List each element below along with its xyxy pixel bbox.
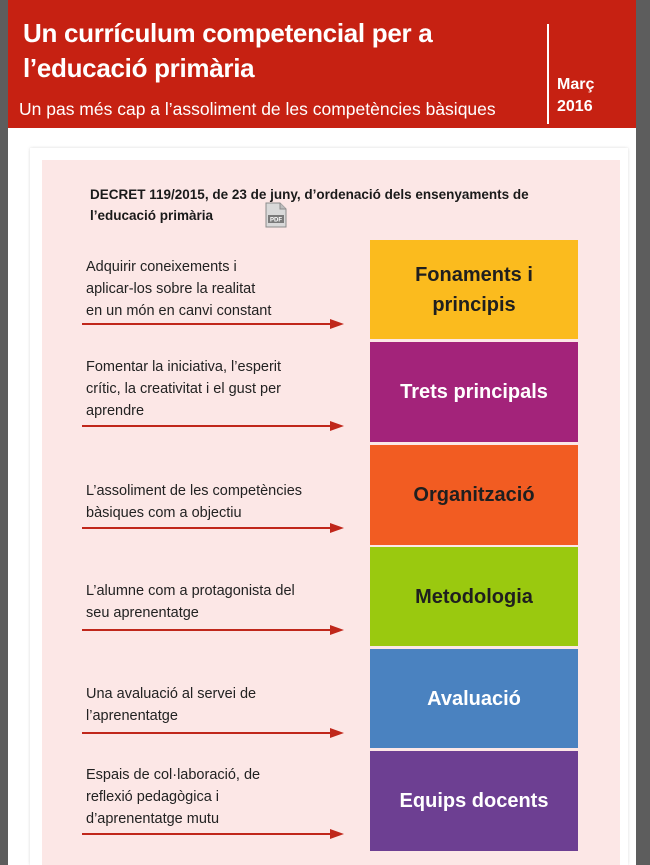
row-description [86, 356, 356, 422]
row-description [86, 580, 356, 624]
category-label-line: principis [432, 293, 516, 316]
category-box [370, 751, 578, 851]
category-label [400, 786, 549, 816]
arrow-right-icon [82, 727, 344, 739]
row-description-line: L’assoliment de les competències [86, 483, 303, 499]
category-label-line: Organització [413, 484, 535, 506]
decree-reference [90, 184, 590, 226]
row-description-line: Espais de col·laboració, de [86, 767, 261, 783]
row-description-line: seu aprenentatge [86, 605, 199, 621]
arrow-right-icon [82, 828, 344, 840]
category-box [370, 342, 578, 442]
row-description-line: aplicar-los sobre la realitat [86, 281, 256, 297]
row-description [86, 480, 356, 524]
pdf-label: PDF [270, 217, 282, 224]
page-subtitle: Un pas més cap a l’assoliment de les competències bàsiques [19, 99, 496, 119]
right-edge-strip [636, 0, 650, 865]
row-description [86, 764, 356, 830]
arrow-right-icon [82, 420, 344, 432]
category-box [370, 547, 578, 646]
category-label [413, 480, 534, 510]
category-box [370, 240, 578, 339]
row-description-line: en un món en canvi constant [86, 303, 272, 319]
row-description-line: bàsiques com a objectiu [86, 505, 242, 521]
row-description-line: L’alumne com a protagonista del [86, 583, 295, 599]
page-title [23, 16, 523, 86]
row-description-line: aprendre [86, 403, 145, 419]
category-label-line: Fonaments i [415, 263, 533, 286]
category-label [415, 260, 533, 320]
row-description [86, 683, 356, 727]
header-divider [547, 24, 549, 124]
publication-date [557, 74, 594, 118]
arrow-right-icon [82, 624, 344, 636]
category-label [427, 684, 521, 714]
arrow-right-icon [82, 318, 344, 330]
title-line-2: l’educació primària [23, 53, 255, 83]
left-edge-strip [0, 0, 8, 865]
header-banner [8, 0, 636, 128]
arrow-right-icon [82, 522, 344, 534]
date-year: 2016 [557, 98, 593, 115]
row-description-line: Adquirir coneixements i [86, 259, 237, 275]
category-label-line: Trets principals [400, 381, 548, 403]
row-description-line: Fomentar la iniciativa, l’esperit [86, 359, 282, 375]
row-description-line: l’aprenentatge [86, 708, 178, 724]
pdf-file-icon[interactable] [265, 202, 287, 228]
category-label-line: Metodologia [415, 585, 533, 608]
category-box [370, 649, 578, 748]
category-label-line: Equips docents [399, 790, 549, 812]
title-line-1: Un currículum competencial per a [23, 18, 433, 48]
row-description-line: d’aprenentatge mutu [86, 811, 220, 827]
date-month: Març [557, 76, 595, 93]
category-label [400, 377, 548, 407]
row-description-line: crític, la creativitat i el gust per [86, 381, 282, 397]
category-label [415, 582, 533, 612]
row-description-line: reflexió pedagògica i [86, 789, 220, 805]
decree-line-1: DECRET 119/2015, de 23 de juny, d’ordenació dels ensenyaments de [90, 187, 529, 202]
decree-line-2: l’educació primària [90, 208, 214, 223]
category-label-line: Avaluació [427, 687, 521, 710]
row-description-line: Una avaluació al servei de [86, 686, 257, 702]
row-description [86, 256, 356, 322]
category-box [370, 445, 578, 545]
